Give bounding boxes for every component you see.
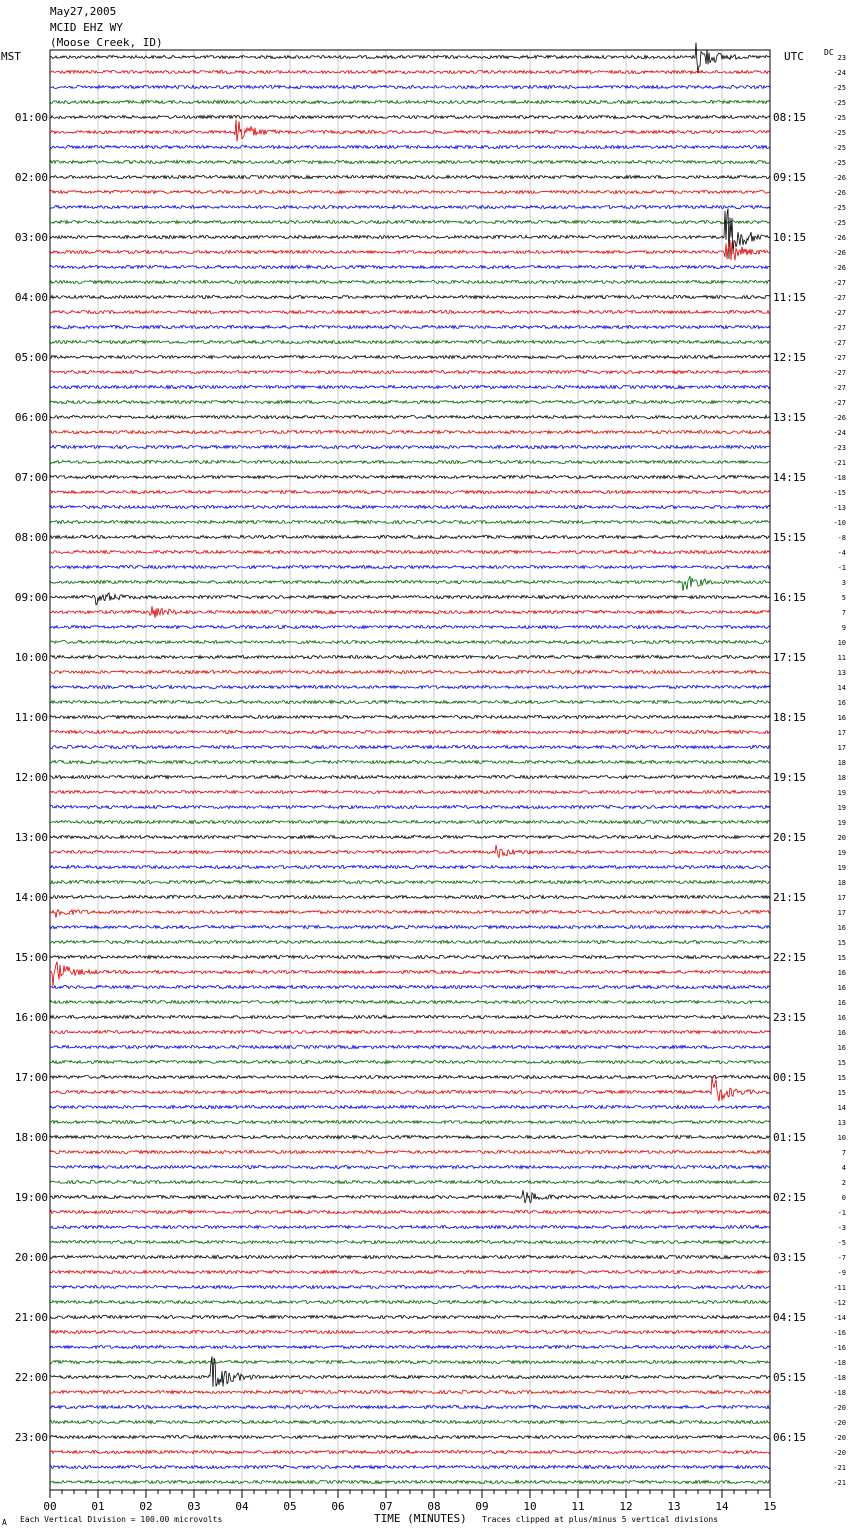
dc-offset-label: -26	[833, 174, 846, 182]
seismic-trace	[50, 1390, 770, 1393]
dc-offset-label: 18	[837, 774, 846, 782]
mst-hour-label: 12:00	[14, 771, 48, 784]
dc-offset-label: -10	[833, 519, 846, 527]
dc-offset-label: -24	[833, 429, 846, 437]
seismic-trace	[50, 760, 770, 763]
dc-offset-label: 11	[837, 654, 846, 662]
seismic-trace	[50, 1405, 770, 1408]
utc-hour-label: 16:15	[773, 591, 807, 604]
seismic-trace	[50, 190, 770, 193]
seismic-trace	[50, 1135, 770, 1138]
dc-offset-label: -25	[833, 159, 846, 167]
seismic-trace	[50, 1465, 770, 1468]
dc-offset-label: -13	[833, 504, 846, 512]
dc-offset-label: 10	[837, 639, 846, 647]
seismic-trace	[50, 1120, 770, 1123]
x-tick-label: 03	[187, 1500, 201, 1513]
seismic-trace	[50, 550, 770, 553]
dc-offset-label: -26	[833, 189, 846, 197]
seismic-trace	[50, 1255, 770, 1258]
dc-offset-label: 15	[837, 1089, 846, 1097]
seismic-trace	[50, 160, 770, 163]
station-name: MCID EHZ WY	[50, 21, 123, 34]
seismic-trace	[50, 340, 770, 343]
utc-hour-label: 09:15	[773, 171, 807, 184]
seismic-trace	[50, 655, 770, 658]
mst-hour-label: 06:00	[14, 411, 48, 424]
dc-offset-label: 16	[837, 714, 846, 722]
seismic-trace	[50, 240, 770, 260]
seismic-trace	[50, 1450, 770, 1453]
seismic-trace	[50, 820, 770, 823]
dc-offset-label: -7	[837, 1254, 846, 1262]
mst-hour-label: 07:00	[14, 471, 48, 484]
dc-offset-label: -18	[833, 1389, 846, 1397]
mst-hour-label: 11:00	[14, 711, 48, 724]
dc-offset-label: -20	[833, 1449, 846, 1457]
clip-note: Traces clipped at plus/minus 5 vertical divisions	[482, 1515, 719, 1524]
right-axis-label: UTC	[784, 50, 804, 63]
seismic-trace	[50, 70, 770, 73]
dc-offset-label: 15	[837, 1059, 846, 1067]
seismic-trace	[50, 205, 770, 208]
seismic-trace	[50, 565, 770, 568]
utc-hour-label: 06:15	[773, 1431, 807, 1444]
dc-label: DC	[824, 48, 834, 57]
dc-offset-label: 7	[841, 1149, 846, 1157]
seismic-trace	[50, 1150, 770, 1153]
utc-hour-label: 18:15	[773, 711, 807, 724]
seismic-trace	[50, 220, 770, 223]
seismic-trace	[50, 845, 770, 857]
utc-hour-label: 11:15	[773, 291, 807, 304]
x-tick-label: 06	[331, 1500, 345, 1513]
dc-offset-label: -26	[833, 264, 846, 272]
dc-offset-label: -25	[833, 114, 846, 122]
dc-offset-label: -14	[833, 1314, 846, 1322]
mst-hour-label: 19:00	[14, 1191, 48, 1204]
seismic-trace	[50, 1360, 770, 1363]
x-tick-label: 07	[379, 1500, 393, 1513]
seismic-trace	[50, 325, 770, 328]
seismic-trace	[50, 280, 770, 283]
dc-offset-label: 23	[837, 54, 846, 62]
dc-offset-label: -25	[833, 144, 846, 152]
mst-hour-label: 15:00	[14, 951, 48, 964]
seismic-trace	[50, 1030, 770, 1033]
dc-offset-label: -24	[833, 69, 846, 77]
dc-offset-label: -27	[833, 369, 846, 377]
dc-offset-label: 15	[837, 954, 846, 962]
seismic-trace	[50, 520, 770, 523]
dc-offset-label: 17	[837, 744, 846, 752]
dc-offset-label: 16	[837, 984, 846, 992]
mst-hour-label: 21:00	[14, 1311, 48, 1324]
dc-offset-label: -4	[837, 549, 846, 557]
mst-hour-label: 10:00	[14, 651, 48, 664]
dc-offset-label: 16	[837, 969, 846, 977]
mst-hour-label: 09:00	[14, 591, 48, 604]
corner-mark: A	[2, 1518, 7, 1527]
dc-offset-label: -23	[833, 444, 846, 452]
mst-hour-label: 20:00	[14, 1251, 48, 1264]
dc-offset-label: -18	[833, 1374, 846, 1382]
seismic-trace	[50, 415, 770, 418]
dc-offset-label: -11	[833, 1284, 846, 1292]
utc-hour-label: 13:15	[773, 411, 807, 424]
dc-offset-label: 14	[837, 1104, 846, 1112]
mst-hour-label: 16:00	[14, 1011, 48, 1024]
dc-offset-label: 19	[837, 804, 846, 812]
seismic-trace	[50, 700, 770, 703]
seismic-trace	[50, 1225, 770, 1228]
dc-offset-label: -27	[833, 399, 846, 407]
seismic-trace	[50, 745, 770, 748]
seismic-trace	[50, 175, 770, 178]
seismic-trace	[50, 1077, 770, 1102]
dc-offset-label: -21	[833, 459, 846, 467]
mst-hour-label: 14:00	[14, 891, 48, 904]
utc-hour-label: 00:15	[773, 1071, 807, 1084]
dc-offset-label: -26	[833, 414, 846, 422]
dc-offset-label: -20	[833, 1419, 846, 1427]
dc-offset-label: 20	[837, 834, 846, 842]
seismic-trace	[50, 355, 770, 358]
dc-offset-label: -25	[833, 129, 846, 137]
seismic-trace	[50, 1075, 770, 1078]
utc-hour-label: 23:15	[773, 1011, 807, 1024]
utc-hour-label: 02:15	[773, 1191, 807, 1204]
mst-hour-label: 01:00	[14, 111, 48, 124]
x-tick-label: 09	[475, 1500, 489, 1513]
dc-offset-label: 18	[837, 759, 846, 767]
mst-hour-label: 03:00	[14, 231, 48, 244]
mst-hour-label: 23:00	[14, 1431, 48, 1444]
seismic-trace	[50, 460, 770, 463]
seismic-trace	[50, 370, 770, 373]
x-tick-label: 11	[571, 1500, 585, 1513]
dc-offset-label: -3	[837, 1224, 846, 1232]
dc-offset-label: -27	[833, 339, 846, 347]
dc-offset-label: 19	[837, 864, 846, 872]
utc-hour-label: 15:15	[773, 531, 807, 544]
dc-offset-label: 13	[837, 1119, 846, 1127]
dc-offset-label: -27	[833, 384, 846, 392]
seismic-trace	[50, 1105, 770, 1108]
dc-offset-label: 16	[837, 1029, 846, 1037]
dc-offset-label: -26	[833, 249, 846, 257]
seismic-trace	[50, 962, 770, 986]
seismic-trace	[50, 1420, 770, 1423]
seismic-trace	[50, 1345, 770, 1348]
seismic-trace	[50, 115, 770, 118]
x-tick-label: 08	[427, 1500, 441, 1513]
seismic-trace	[50, 475, 770, 478]
dc-offset-label: -21	[833, 1464, 846, 1472]
dc-offset-label: 17	[837, 729, 846, 737]
mst-hour-label: 04:00	[14, 291, 48, 304]
dc-offset-label: 4	[841, 1164, 846, 1172]
dc-offset-label: 18	[837, 879, 846, 887]
seismic-trace	[50, 1480, 770, 1483]
dc-offset-label: -27	[833, 324, 846, 332]
seismic-trace	[50, 865, 770, 868]
seismic-trace	[50, 1330, 770, 1333]
seismic-trace	[50, 895, 770, 898]
station-location: (Moose Creek, ID)	[50, 36, 163, 49]
utc-hour-label: 19:15	[773, 771, 807, 784]
dc-offset-label: 19	[837, 789, 846, 797]
dc-offset-label: 19	[837, 849, 846, 857]
seismic-trace	[50, 1270, 770, 1273]
utc-hour-label: 20:15	[773, 831, 807, 844]
dc-offset-label: -25	[833, 84, 846, 92]
utc-hour-label: 05:15	[773, 1371, 807, 1384]
seismic-trace	[50, 535, 770, 538]
utc-hour-label: 14:15	[773, 471, 807, 484]
mst-hour-label: 05:00	[14, 351, 48, 364]
seismic-trace	[50, 145, 770, 148]
seismic-trace	[50, 925, 770, 928]
seismic-trace	[50, 640, 770, 643]
plot-date: May27,2005	[50, 5, 117, 18]
x-tick-label: 02	[139, 1500, 153, 1513]
seismic-trace	[50, 593, 770, 605]
seismic-trace	[50, 1315, 770, 1318]
dc-offset-label: 19	[837, 819, 846, 827]
seismic-trace	[50, 295, 770, 298]
utc-hour-label: 12:15	[773, 351, 807, 364]
seismic-trace	[50, 1435, 770, 1438]
seismic-trace	[50, 430, 770, 433]
x-tick-label: 15	[763, 1500, 777, 1513]
mst-hour-label: 17:00	[14, 1071, 48, 1084]
x-tick-label: 12	[619, 1500, 633, 1513]
utc-hour-label: 10:15	[773, 231, 807, 244]
dc-offset-label: -12	[833, 1299, 846, 1307]
mst-hour-label: 18:00	[14, 1131, 48, 1144]
utc-hour-label: 01:15	[773, 1131, 807, 1144]
dc-offset-label: 10	[837, 1134, 846, 1142]
dc-offset-label: 7	[841, 609, 846, 617]
seismic-trace	[50, 910, 770, 918]
dc-offset-label: 15	[837, 1074, 846, 1082]
x-tick-label: 10	[523, 1500, 537, 1513]
dc-offset-label: -1	[837, 564, 846, 572]
seismic-trace	[50, 445, 770, 448]
dc-offset-label: -1	[837, 1209, 846, 1217]
x-tick-label: 13	[667, 1500, 681, 1513]
dc-offset-label: -25	[833, 219, 846, 227]
x-tick-label: 04	[235, 1500, 249, 1513]
dc-offset-label: -16	[833, 1344, 846, 1352]
dc-offset-label: -20	[833, 1404, 846, 1412]
utc-hour-label: 03:15	[773, 1251, 807, 1264]
seismic-trace	[50, 265, 770, 268]
seismic-trace	[50, 670, 770, 673]
dc-offset-label: 13	[837, 669, 846, 677]
dc-offset-label: 9	[841, 624, 846, 632]
seismic-trace	[50, 1180, 770, 1183]
dc-offset-label: 16	[837, 924, 846, 932]
dc-offset-label: 17	[837, 909, 846, 917]
dc-offset-label: 15	[837, 939, 846, 947]
left-axis-label: MST	[1, 50, 21, 63]
seismic-trace	[50, 1165, 770, 1168]
dc-offset-label: 14	[837, 684, 846, 692]
seismic-trace	[50, 1000, 770, 1003]
seismic-trace	[50, 385, 770, 388]
dc-offset-label: 16	[837, 1044, 846, 1052]
dc-offset-label: 16	[837, 1014, 846, 1022]
mst-hour-label: 02:00	[14, 171, 48, 184]
utc-hour-label: 22:15	[773, 951, 807, 964]
seismic-trace	[50, 1240, 770, 1243]
seismic-trace	[50, 730, 770, 733]
dc-offset-label: -8	[837, 534, 846, 542]
seismic-trace	[50, 490, 770, 493]
x-tick-label: 01	[91, 1500, 105, 1513]
dc-offset-label: 16	[837, 699, 846, 707]
x-axis-label: TIME (MINUTES)	[374, 1512, 467, 1525]
seismic-trace	[50, 1045, 770, 1048]
seismic-trace	[50, 606, 770, 618]
seismic-trace	[50, 880, 770, 883]
dc-offset-label: 17	[837, 894, 846, 902]
dc-offset-label: -18	[833, 1359, 846, 1367]
seismic-trace	[50, 1300, 770, 1303]
seismic-trace	[50, 985, 770, 988]
seismic-trace	[50, 400, 770, 403]
seismic-trace	[50, 1285, 770, 1288]
dc-offset-label: 0	[841, 1194, 846, 1202]
dc-offset-label: -20	[833, 1434, 846, 1442]
dc-offset-label: -21	[833, 1479, 846, 1487]
utc-hour-label: 17:15	[773, 651, 807, 664]
seismic-trace	[50, 625, 770, 628]
x-tick-label: 00	[43, 1500, 57, 1513]
dc-offset-label: -18	[833, 474, 846, 482]
x-tick-label: 14	[715, 1500, 729, 1513]
plot-frame	[50, 50, 770, 1490]
dc-offset-label: 3	[841, 579, 846, 587]
utc-hour-label: 21:15	[773, 891, 807, 904]
mst-hour-label: 22:00	[14, 1371, 48, 1384]
seismic-trace	[50, 310, 770, 313]
seismic-trace	[50, 100, 770, 103]
dc-offset-label: 5	[841, 594, 846, 602]
seismic-trace	[50, 1015, 770, 1018]
dc-offset-label: -5	[837, 1239, 846, 1247]
seismic-trace	[50, 775, 770, 778]
seismic-trace	[50, 955, 770, 958]
dc-offset-label: -25	[833, 99, 846, 107]
seismic-trace	[50, 940, 770, 943]
seismic-trace	[50, 1210, 770, 1213]
utc-hour-label: 04:15	[773, 1311, 807, 1324]
dc-offset-label: -15	[833, 489, 846, 497]
dc-offset-label: -27	[833, 354, 846, 362]
utc-hour-label: 08:15	[773, 111, 807, 124]
seismic-trace	[50, 685, 770, 688]
x-tick-label: 05	[283, 1500, 297, 1513]
seismic-trace	[50, 43, 770, 74]
dc-offset-label: 2	[841, 1179, 846, 1187]
seismic-trace	[50, 576, 770, 591]
seismic-trace	[50, 835, 770, 838]
dc-offset-label: -27	[833, 279, 846, 287]
dc-offset-label: -9	[837, 1269, 846, 1277]
dc-offset-label: -26	[833, 234, 846, 242]
mst-hour-label: 13:00	[14, 831, 48, 844]
seismic-trace	[50, 790, 770, 793]
seismic-trace	[50, 715, 770, 718]
seismic-trace	[50, 120, 770, 142]
seismic-trace	[50, 85, 770, 88]
seismic-trace	[50, 1190, 770, 1203]
dc-offset-label: 16	[837, 999, 846, 1007]
dc-offset-label: -25	[833, 204, 846, 212]
seismic-trace	[50, 1060, 770, 1063]
dc-offset-label: -27	[833, 309, 846, 317]
seismic-trace	[50, 505, 770, 508]
dc-offset-label: -16	[833, 1329, 846, 1337]
mst-hour-label: 08:00	[14, 531, 48, 544]
seismic-trace	[50, 805, 770, 808]
scale-note: Each Vertical Division = 100.00 microvolts	[20, 1515, 223, 1524]
dc-offset-label: -27	[833, 294, 846, 302]
